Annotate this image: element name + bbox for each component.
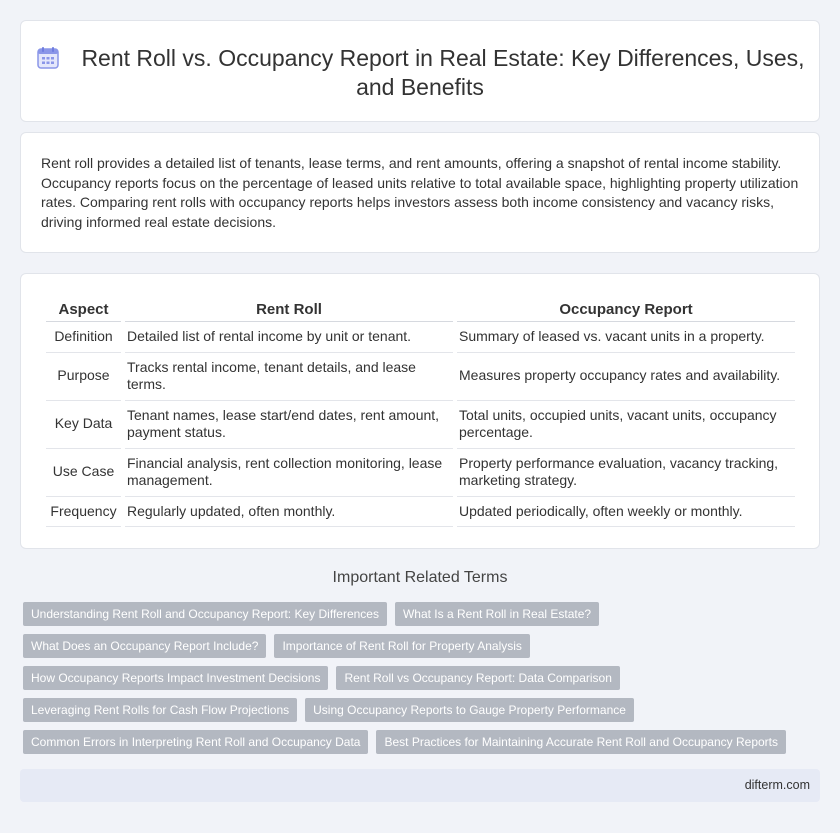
tag-row	[23, 698, 803, 722]
rent-roll-cell: Tracks rental income, tenant details, and lease terms.	[125, 353, 453, 401]
related-term-link[interactable]: What Does an Occupancy Report Include?	[23, 634, 266, 658]
tag-row	[23, 602, 803, 626]
aspect-cell: Key Data	[46, 401, 121, 449]
related-term-link[interactable]: Common Errors in Interpreting Rent Roll and Occupancy Data	[23, 730, 368, 754]
tag-row	[23, 730, 803, 754]
occupancy-cell: Summary of leased vs. vacant units in a property.	[457, 322, 795, 353]
rent-roll-cell: Regularly updated, often monthly.	[125, 497, 453, 528]
related-term-link[interactable]: What Is a Rent Roll in Real Estate?	[395, 602, 599, 626]
related-term-link[interactable]: Rent Roll vs Occupancy Report: Data Comparison	[336, 666, 619, 690]
related-term-link[interactable]: Best Practices for Maintaining Accurate Rent Roll and Occupancy Reports	[376, 730, 786, 754]
intro-paragraph: Rent roll provides a detailed list of tenants, lease terms, and rent amounts, offering a snapshot of rental income stability. Occupancy reports focus on the percentage of leased units relative to total available space, highlighting property utilization rates. Comparing rent rolls with occupancy reports helps investors assess both income consistency and vacancy risks, driving informed real estate decisions.	[41, 155, 799, 230]
comparison-table-card	[20, 273, 820, 549]
related-terms-list	[23, 602, 803, 762]
header-occupancy-report: Occupancy Report	[457, 294, 795, 322]
rent-roll-cell: Tenant names, lease start/end dates, rent amount, payment status.	[125, 401, 453, 449]
occupancy-cell: Measures property occupancy rates and availability.	[457, 353, 795, 401]
related-term-link[interactable]: Leveraging Rent Rolls for Cash Flow Projections	[23, 698, 297, 722]
aspect-cell: Use Case	[46, 449, 121, 497]
header-card	[20, 20, 820, 122]
tag-row	[23, 666, 803, 690]
footer	[20, 769, 820, 802]
aspect-cell: Definition	[46, 322, 121, 353]
intro-card	[20, 132, 820, 253]
occupancy-cell: Property performance evaluation, vacancy tracking, marketing strategy.	[457, 449, 795, 497]
aspect-cell: Frequency	[46, 497, 121, 528]
site-name[interactable]: difterm.com	[744, 778, 810, 792]
related-term-link[interactable]: How Occupancy Reports Impact Investment Decisions	[23, 666, 328, 690]
comparison-table	[42, 294, 799, 527]
occupancy-cell: Updated periodically, often weekly or monthly.	[457, 497, 795, 528]
related-term-link[interactable]: Importance of Rent Roll for Property Analysis	[274, 634, 529, 658]
table-row	[46, 353, 795, 401]
occupancy-cell: Total units, occupied units, vacant units, occupancy percentage.	[457, 401, 795, 449]
aspect-cell: Purpose	[46, 353, 121, 401]
page-title-wrap	[21, 44, 819, 102]
table-header-row	[46, 294, 795, 322]
table-row	[46, 401, 795, 449]
table-row	[46, 322, 795, 353]
table-row	[46, 497, 795, 528]
rent-roll-cell: Financial analysis, rent collection monitoring, lease management.	[125, 449, 453, 497]
tag-row	[23, 634, 803, 658]
calendar-grid-icon	[35, 45, 61, 71]
table-row	[46, 449, 795, 497]
header-aspect: Aspect	[46, 294, 121, 322]
rent-roll-cell: Detailed list of rental income by unit or tenant.	[125, 322, 453, 353]
related-term-link[interactable]: Understanding Rent Roll and Occupancy Report: Key Differences	[23, 602, 387, 626]
page-title: Rent Roll vs. Occupancy Report in Real Estate: Key Differences, Uses, and Benefits	[81, 45, 805, 100]
related-term-link[interactable]: Using Occupancy Reports to Gauge Property Performance	[305, 698, 634, 722]
header-rent-roll: Rent Roll	[125, 294, 453, 322]
related-terms-heading: Important Related Terms	[332, 569, 508, 586]
